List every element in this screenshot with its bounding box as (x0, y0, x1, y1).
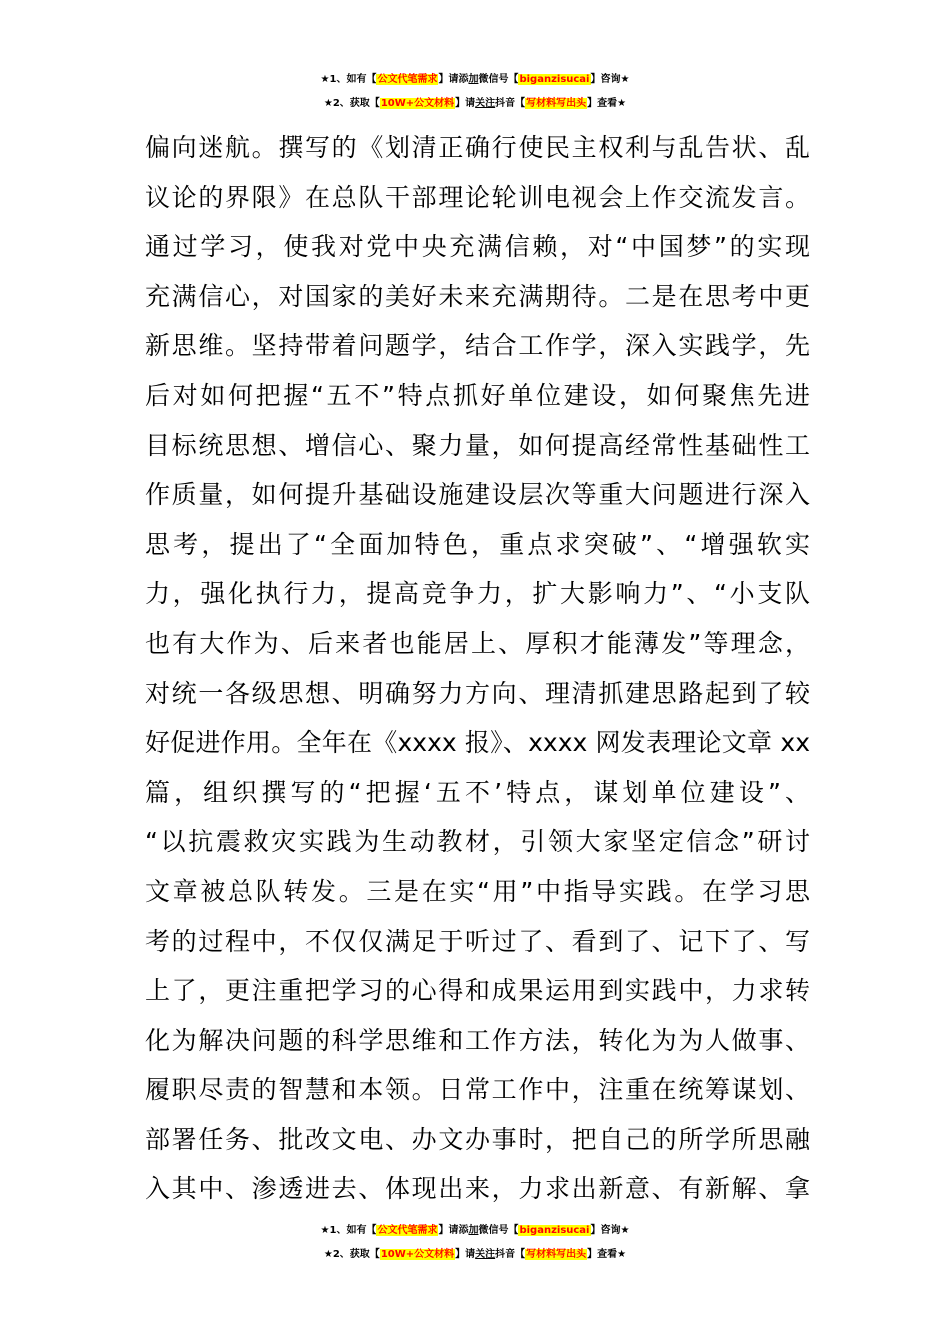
body-line: 偏向迷航。撰写的《划清正确行使民主权利与乱告状、乱 (145, 133, 810, 162)
highlight-douyin-account: 写材料写出头 (526, 1249, 587, 1260)
body-line: 篇，组织撰写的“把握‘五不’特点，谋划单位建设”、 (145, 777, 810, 807)
body-line: 作质量，如何提升基础设施建设层次等重大问题进行深入 (145, 480, 810, 510)
body-line: 部署任务、批改文电、办文办事时，把自己的所学所思融 (145, 1124, 810, 1154)
banner-text: 抖音【 (495, 1249, 526, 1260)
banner-text: ★1、如有【 (320, 74, 377, 85)
body-line: 好促进作用。全年在《xxxx 报》、xxxx 网发表理论文章 xx (145, 728, 810, 758)
body-line: 化为解决问题的科学思维和工作方法，转化为为人做事、 (145, 1025, 810, 1055)
banner-text: ★1、如有【 (320, 1225, 377, 1236)
banner-line-2 (0, 1243, 950, 1267)
body-line: 议论的界限》在总队干部理论轮训电视会上作交流发言。 (145, 182, 810, 212)
banner-text: 抖音【 (495, 98, 526, 109)
banner-text: 】请 (455, 98, 476, 109)
banner-text: 】请添 (438, 1225, 469, 1236)
banner-underlined-text: 关注 (475, 98, 496, 109)
body-line: 通过学习，使我对党中央充满信赖，对“中国梦”的实现 (145, 232, 810, 262)
banner-line-1 (0, 1219, 950, 1243)
body-line: 充满信心，对国家的美好未来充满期待。二是在思考中更 (145, 281, 810, 311)
body-line: 考的过程中，不仅仅满足于听过了、看到了、记下了、写 (145, 926, 810, 956)
body-line: 目标统思想、增信心、聚力量，如何提高经常性基础性工 (145, 430, 810, 460)
banner-text: 微信号【 (478, 1225, 519, 1236)
banner-underlined-text: 加 (468, 1225, 479, 1236)
banner-text: 】查看★ (587, 98, 627, 109)
body-line: 入其中、渗透进去、体现出来，力求出新意、有新解、拿 (145, 1174, 810, 1204)
banner-text: 】咨询★ (590, 74, 630, 85)
body-line: 也有大作为、后来者也能居上、厚积才能薄发”等理念， (145, 628, 810, 658)
body-line: 上了，更注重把学习的心得和成果运用到实践中，力求转 (145, 976, 810, 1006)
document-body (145, 123, 810, 1214)
header-banner (0, 68, 950, 116)
body-line: 对统一各级思想、明确努力方向、理清抓建思路起到了较 (145, 678, 810, 708)
highlight-wechat-id: biganzisucai (519, 74, 590, 85)
footer-banner (0, 1219, 950, 1267)
banner-text: 】请 (455, 1249, 476, 1260)
highlight-materials: 10W+公文材料 (380, 1249, 455, 1260)
body-line: 力，强化执行力，提高竞争力，扩大影响力”、“小支队 (145, 579, 810, 609)
body-line: “以抗震救灾实践为生动教材，引领大家坚定信念”研讨 (145, 827, 810, 857)
highlight-wechat-id: biganzisucai (519, 1225, 590, 1236)
body-line: 新思维。坚持带着问题学，结合工作学，深入实践学，先 (145, 331, 810, 361)
banner-line-1 (0, 68, 950, 92)
highlight-materials: 10W+公文材料 (380, 98, 455, 109)
banner-text: 】查看★ (587, 1249, 627, 1260)
banner-text: 】请添 (438, 74, 469, 85)
banner-underlined-text: 加 (468, 74, 479, 85)
body-line: 思考，提出了“全面加特色，重点求突破”、“增强软实 (145, 529, 810, 559)
highlight-service: 公文代笔需求 (377, 1225, 438, 1236)
banner-text: ★2、获取【 (323, 98, 380, 109)
highlight-douyin-account: 写材料写出头 (526, 98, 587, 109)
banner-text: 微信号【 (478, 74, 519, 85)
highlight-service: 公文代笔需求 (377, 74, 438, 85)
banner-line-2 (0, 92, 950, 116)
body-line: 文章被总队转发。三是在实“用”中指导实践。在学习思 (145, 876, 810, 906)
body-line: 履职尽责的智慧和本领。日常工作中，注重在统筹谋划、 (145, 1075, 810, 1105)
body-line: 后对如何把握“五不”特点抓好单位建设，如何聚焦先进 (145, 380, 810, 410)
banner-text: 】咨询★ (590, 1225, 630, 1236)
banner-text: ★2、获取【 (323, 1249, 380, 1260)
banner-underlined-text: 关注 (475, 1249, 496, 1260)
